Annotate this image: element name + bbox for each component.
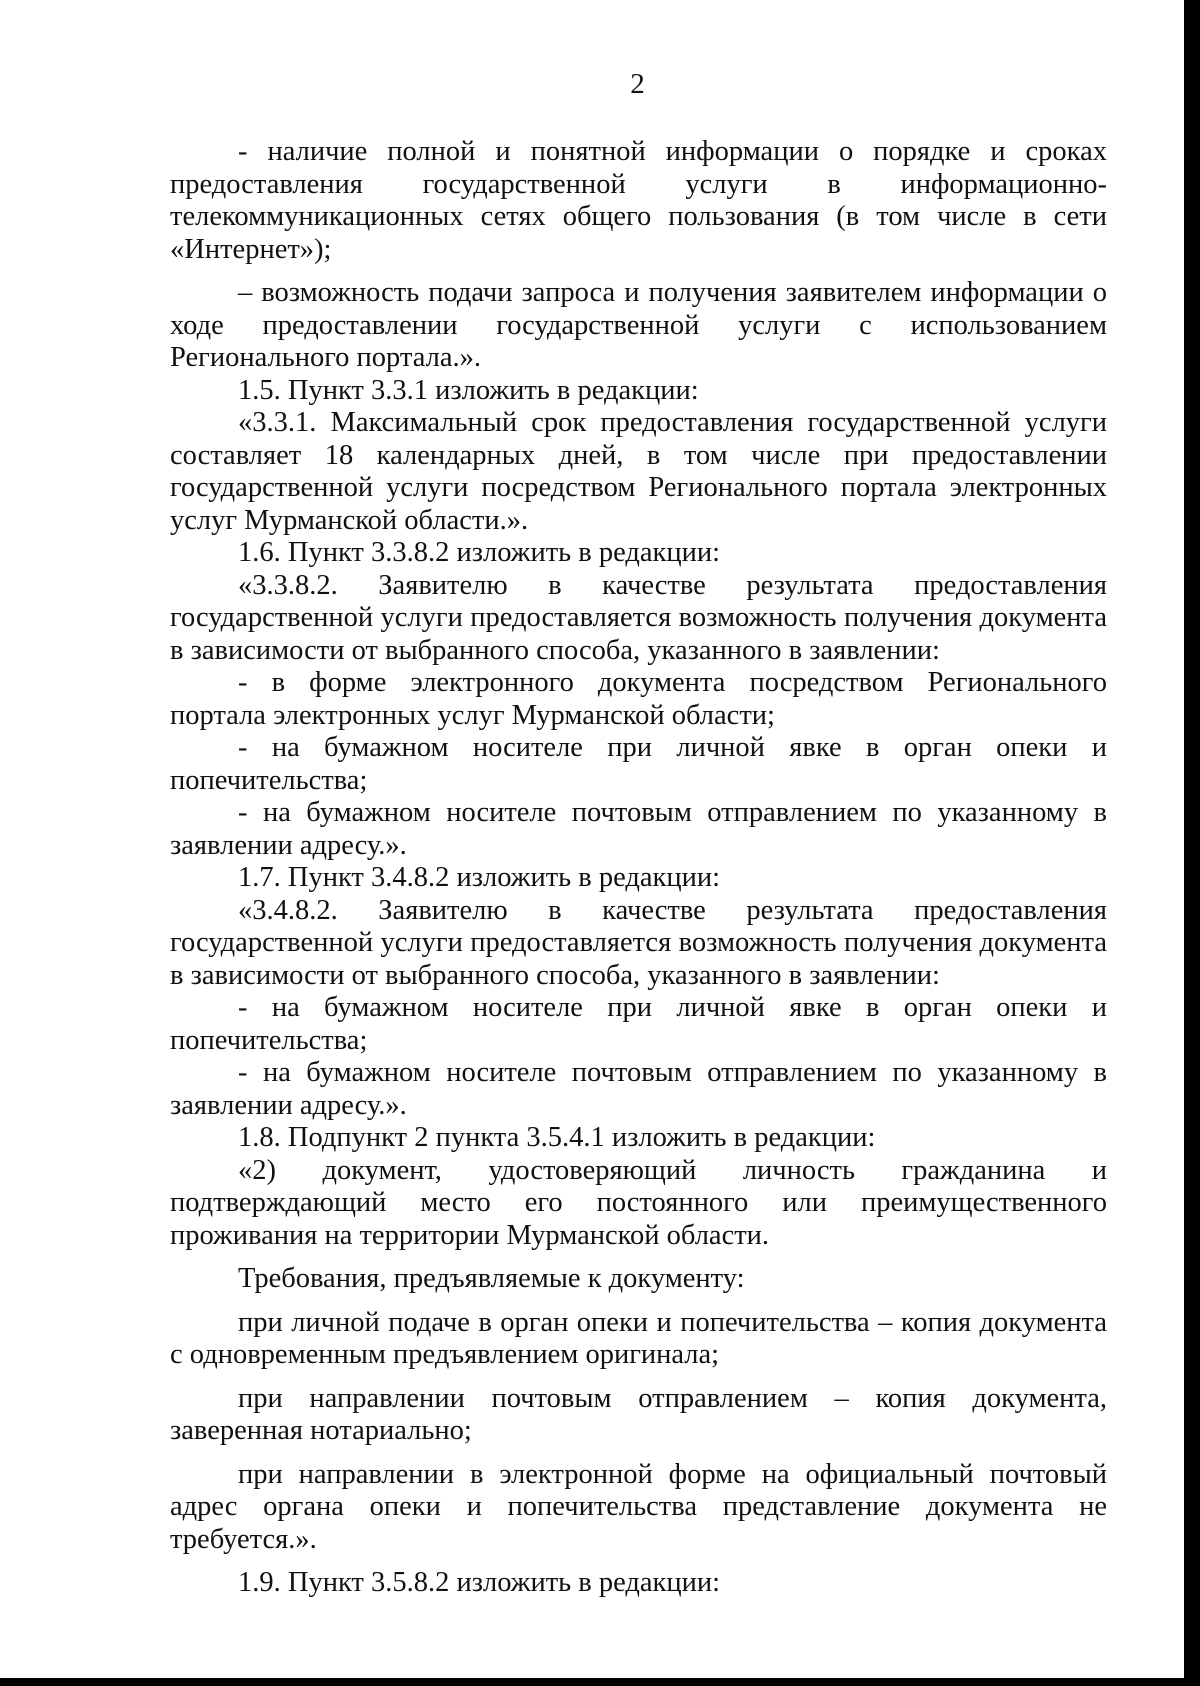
paragraph-electronic-submission: при направлении в электронной форме на официальный почтовый адрес органа опеки и попечительства представление документа не требуется.». xyxy=(170,1458,1107,1555)
paragraph-gap xyxy=(170,1252,1107,1263)
paragraph-gap xyxy=(170,1296,1107,1307)
paragraph-3-4-8-2: «3.4.8.2. Заявителю в качестве результата предоставления государственной услуги предоставляется возможность получения документа в зависимости от выбранного способа, указанного в заявлении: xyxy=(170,894,1107,991)
paragraph-gap xyxy=(170,1448,1107,1459)
paragraph-item-1-6: 1.6. Пункт 3.3.8.2 изложить в редакции: xyxy=(238,537,721,568)
document-body xyxy=(170,136,1107,1600)
paragraph-paper-postal: - на бумажном носителе почтовым отправлением по указанному в заявлении адресу.». xyxy=(170,797,1107,861)
paragraph-personal-submission: при личной подаче в орган опеки и попечительства – копия документа с одновременным предъявлением оригинала; xyxy=(170,1306,1107,1370)
paragraph-item-1-8: 1.8. Подпункт 2 пункта 3.5.4.1 изложить в редакции: xyxy=(238,1122,876,1153)
paragraph-item-1-5: 1.5. Пункт 3.3.1 изложить в редакции: xyxy=(238,374,699,406)
paragraph-item-1-9: 1.9. Пункт 3.5.8.2 изложить в редакции: xyxy=(238,1567,721,1598)
page-number: 2 xyxy=(630,68,645,100)
paragraph-paper-personal-2: - на бумажном носителе при личной явке в орган опеки и попечительства; xyxy=(170,992,1107,1056)
paragraph-3-3-1: «3.3.1. Максимальный срок предоставления государственной услуги составляет 18 календарных дней, в том числе при предоставлении государственной услуги посредством Регионального портала электронных услуг Мурманской области.». xyxy=(170,407,1107,536)
paragraph-gap xyxy=(170,266,1107,277)
scan-edge-bottom xyxy=(0,1678,1200,1686)
paragraph-requirements: Требования, предъявляемые к документу: xyxy=(238,1263,745,1294)
paragraph-paper-personal: - на бумажном носителе при личной явке в орган опеки и попечительства; xyxy=(170,732,1107,796)
paragraph-postal-submission: при направлении почтовым отправлением – копия документа, заверенная нотариально; xyxy=(170,1382,1107,1446)
paragraph-gap xyxy=(170,1556,1107,1567)
paragraph-gap xyxy=(170,1372,1107,1383)
paragraph-info-availability: - наличие полной и понятной информации о порядке и сроках предоставления государственной услуги в информационно-телекоммуникационных сетях общего пользования (в том числе в сети «Интернет»); xyxy=(170,136,1107,265)
scan-edge-right xyxy=(1184,0,1200,1686)
paragraph-3-3-8-2: «3.3.8.2. Заявителю в качестве результата предоставления государственной услуги предоставляется возможность получения документа в зависимости от выбранного способа, указанного в заявлении: xyxy=(170,569,1107,666)
paragraph-request-possibility: – возможность подачи запроса и получения заявителем информации о ходе предоставлении государственной услуги с использованием Регионального портала.». xyxy=(170,277,1107,373)
paragraph-electronic-form: - в форме электронного документа посредством Регионального портала электронных услуг Мурманской области; xyxy=(170,667,1107,731)
paragraph-paper-postal-2: - на бумажном носителе почтовым отправлением по указанному в заявлении адресу.». xyxy=(170,1057,1107,1121)
paragraph-subitem-2-document: «2) документ, удостоверяющий личность гражданина и подтверждающий место его постоянного или преимущественного проживания на территории Мурманской области. xyxy=(170,1154,1107,1251)
paragraph-item-1-7: 1.7. Пункт 3.4.8.2 изложить в редакции: xyxy=(238,862,721,893)
